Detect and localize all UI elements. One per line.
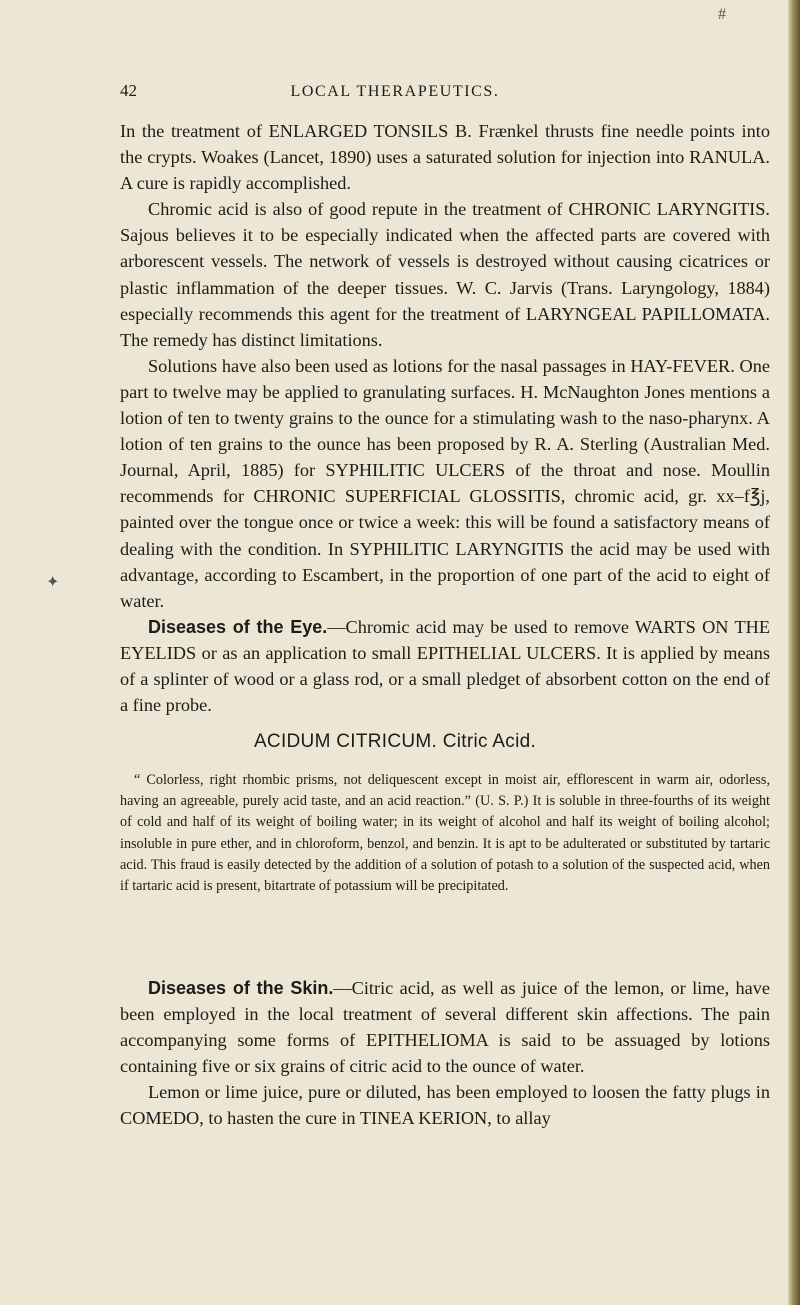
side-heading-eye: Diseases of the Eye. [148, 616, 328, 637]
page-edge-shadow [788, 0, 800, 1305]
citric-acid-description: “ Colorless, right rhombic prisms, not deliquescent except in moist air, efflorescent in warm air, odorless, having an agreeable, purely acid taste, and an acid reaction.” (U. S. P.) It is soluble in three-fourths of its weight of cold and half of its weight of boiling water; in its weight of alcohol and half its weight of boiling alcohol; insoluble in pure ether, and in chloroform, benzol, and benzin. It is apt to be adulterated or substituted by tartaric acid. This fraud is easily detected by the addition of a solution of potash to a solution of the suspected acid, when if tartaric acid is present, bitartrate of potassium will be precipitated. [120, 772, 770, 895]
page-number: 42 [120, 81, 137, 100]
section-heading: ACIDUM CITRICUM. Citric Acid. [253, 731, 537, 752]
skin-text: —Citric acid, as well as juice of the lemon, or lime, have been employed in the local treatment of several different skin affections. The pain accompanying some forms of EPITHELIOMA is said to be assuaged by lotions containing five or six grains of citric acid to the ounce of water. [120, 978, 770, 1077]
running-head: LOCAL THERAPEUTICS. [290, 83, 500, 100]
description-block [120, 770, 770, 897]
margin-mark-mid: ✦ [46, 574, 60, 591]
side-heading-skin: Diseases of the Skin. [148, 978, 334, 998]
paragraph-hay-fever: Solutions have also been used as lotions for the nasal passages in HAY-FEVER. One part to twelve may be applied to granulating surfaces. H. McNaughton Jones mentions a lotion of ten to twenty grains to the ounce for a stimulating wash to the naso-pharynx. A lotion of ten grains to the ounce has been proposed by R. A. Sterling (Australian Med. Journal, April, 1885) for SYPHILITIC ULCERS of the throat and nose. Moullin recommends for CHRONIC SUPERFICIAL GLOSSITIS, chromic acid, gr. xx–f℥j, painted over the tongue once or twice a week: this will be found a satisfactory means of dealing with the condition. In SYPHILITIC LARYNGITIS the acid may be used with advantage, according to Escambert, in the proportion of one part of the acid to eight of water. [120, 355, 770, 611]
paragraph-chronic-laryngitis: Chromic acid is also of good repute in the treatment of CHRONIC LARYNGITIS. Sajous believes it to be especially indicated when the affected parts are covered with arborescent vessels. The network of vessels is destroyed without causing cicatrices or plastic inflammation of the deeper tissues. W. C. Jarvis (Trans. Laryngology, 1884) especially recommends this agent for the treatment of LARYNGEAL PAPILLOMATA. The remedy has distinct limitations. [120, 199, 770, 350]
eye-text: —Chromic acid may be used to remove WARTS ON THE EYELIDS or as an application to small EPITHELIAL ULCERS. It is applied by means of a splinter of wood or a glass rod, or a small pledget of absorbent cotton on the end of a fine probe. [120, 616, 770, 716]
text-block-top [120, 118, 770, 718]
paragraph-eye [120, 614, 770, 718]
paragraph-enlarged-tonsils: In the treatment of ENLARGED TONSILS B. Frænkel thrusts fine needle points into the crypts. Woakes (Lancet, 1890) uses a saturated solution for injection into RANULA. A cure is rapidly accomplished. [120, 121, 770, 194]
paragraph-skin [120, 975, 770, 1079]
paragraph-lemon-juice: Lemon or lime juice, pure or diluted, has been employed to loosen the fatty plugs in COMEDO, to hasten the cure in TINEA KERION, to allay [120, 1082, 770, 1129]
margin-mark-top: # [718, 6, 726, 23]
text-block-bottom [120, 975, 770, 1132]
